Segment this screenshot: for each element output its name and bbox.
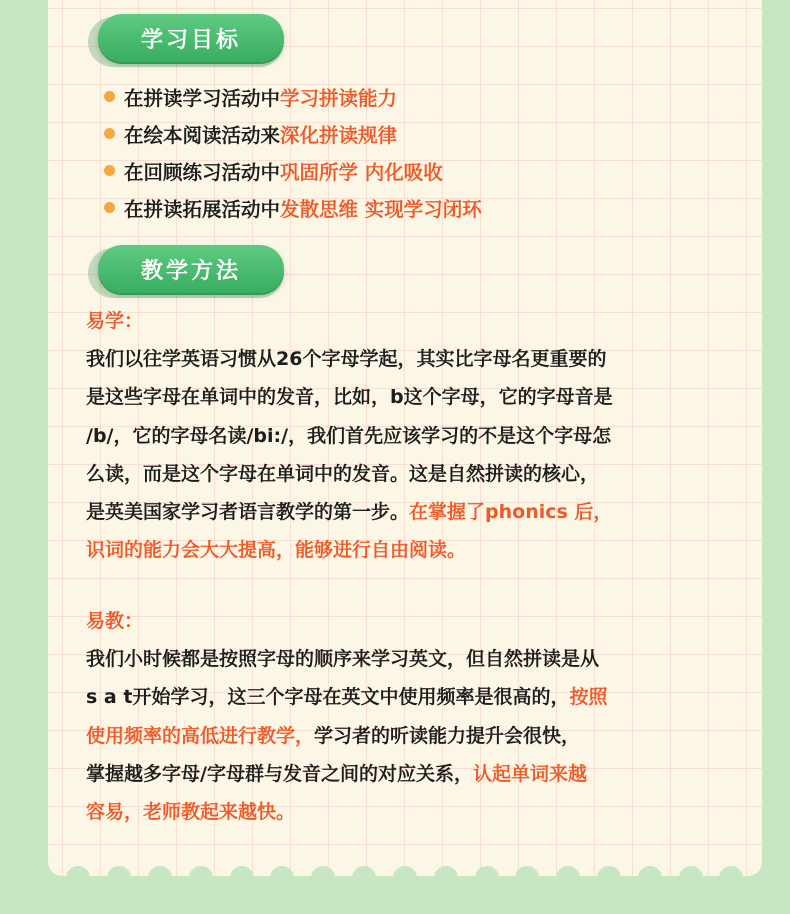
- text-line: [86, 678, 716, 716]
- bullet-dot-icon: [104, 128, 115, 139]
- text-plain: 学习者的听读能力提升会很快，: [314, 724, 581, 747]
- bullet-dot-icon: [104, 165, 115, 176]
- goal-item: [104, 189, 482, 226]
- text-plain: 掌握越多字母/字母群与发音之间的对应关系，: [86, 762, 473, 785]
- goal-item: [104, 115, 482, 152]
- bullet-dot-icon: [104, 202, 115, 213]
- goals-list: [104, 78, 482, 226]
- text-line: 我们以往学英语习惯从26个字母学起，其实比字母名更重要的: [86, 348, 607, 371]
- bullet-dot-icon: [104, 91, 115, 102]
- text-plain: 是英美国家学习者语言教学的第一步。: [86, 501, 410, 524]
- goal-text: 在回顾练习活动中: [124, 160, 281, 184]
- easy-learn-block: [86, 302, 716, 569]
- methods-title: 教学方法: [140, 258, 241, 284]
- goal-highlight: 巩固所学 内化吸收: [280, 160, 443, 184]
- text-line: [86, 717, 716, 755]
- goal-highlight: 学习拼读能力: [280, 86, 398, 110]
- goal-text: 在绘本阅读活动来: [124, 123, 281, 147]
- text-plain: s a t开始学习，这三个字母在英文中使用频率是很高的，: [86, 686, 570, 709]
- goal-highlight: 发散思维 实现学习闭环: [280, 197, 482, 221]
- text-line-highlight: 容易，老师教起来越快。: [86, 801, 296, 824]
- easy-teach-block: [86, 602, 716, 831]
- goal-item: [104, 152, 482, 189]
- goal-text: 在拼读拓展活动中: [124, 197, 281, 221]
- text-highlight: 在掌握了phonics 后，: [409, 501, 613, 524]
- goals-title: 学习目标: [140, 27, 241, 53]
- text-line-highlight: 识词的能力会大大提高，能够进行自由阅读。: [86, 539, 467, 562]
- easy-teach-label: 易教：: [86, 610, 144, 632]
- text-line: /b/，它的字母名读/bi:/，我们首先应该学习的不是这个字母怎: [86, 424, 612, 447]
- text-line: 我们小时候都是按照字母的顺序来学习英文，但自然拼读是从: [86, 648, 600, 671]
- text-line: 是这些字母在单词中的发音，比如，b这个字母，它的字母音是: [86, 386, 613, 409]
- easy-learn-label: 易学：: [86, 310, 144, 332]
- goal-item: [104, 78, 482, 115]
- text-line: [86, 493, 716, 531]
- text-highlight: 按照: [569, 686, 608, 709]
- text-highlight: 使用频率的高低进行教学，: [86, 724, 315, 747]
- goal-highlight: 深化拼读规律: [280, 123, 398, 147]
- text-line: 么读，而是这个字母在单词中的发音。这是自然拼读的核心，: [86, 462, 600, 485]
- scalloped-edge: [48, 862, 762, 892]
- text-highlight: 认起单词来越: [472, 762, 587, 785]
- goals-title-pill: [98, 14, 284, 62]
- text-line: [86, 755, 716, 793]
- methods-title-pill: [98, 245, 284, 293]
- goal-text: 在拼读学习活动中: [124, 86, 281, 110]
